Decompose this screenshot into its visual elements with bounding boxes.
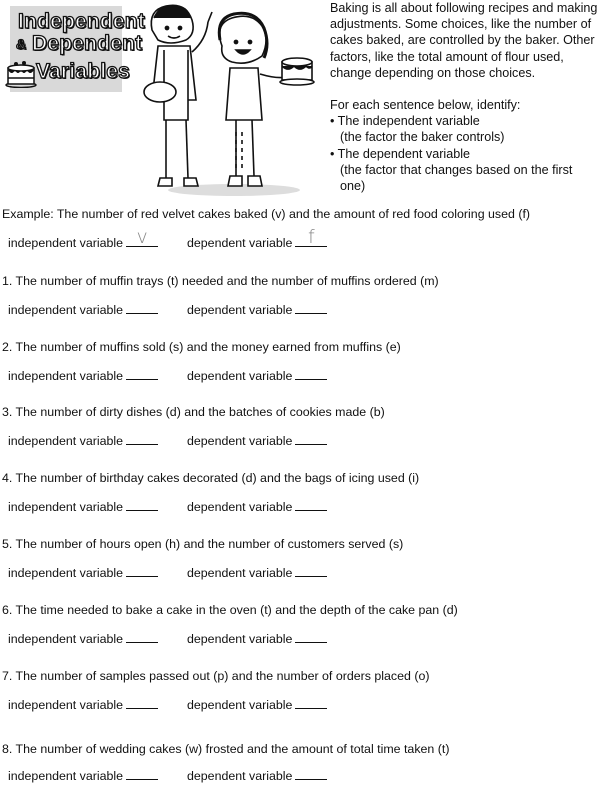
example-dependent-answer: f — [308, 226, 315, 248]
independent-variable-label: independent variable — [8, 369, 124, 383]
dependent-variable-label: dependent variable — [187, 632, 293, 646]
instruction-bullet-dependent: • The dependent variable — [330, 146, 471, 161]
dependent-blank-5[interactable] — [295, 566, 327, 577]
example-dependent-blank[interactable] — [295, 226, 327, 248]
dependent-variable-label: dependent variable — [187, 769, 293, 783]
bakers-illustration — [130, 0, 328, 196]
independent-blank-5[interactable] — [126, 566, 158, 577]
title-line-2: Dependent — [32, 32, 143, 55]
instructions-block — [330, 0, 598, 194]
independent-variable-label: independent variable — [8, 236, 124, 250]
title-line-3: Variables — [36, 60, 131, 83]
dependent-variable-label: dependent variable — [187, 236, 293, 250]
dependent-group-1 — [187, 303, 327, 317]
dependent-variable-label: dependent variable — [187, 566, 293, 580]
boy-baker-figure — [144, 5, 212, 186]
independent-blank-4[interactable] — [126, 500, 158, 511]
instruction-bullet-independent: • The independent variable — [330, 114, 480, 129]
dependent-blank-3[interactable] — [295, 434, 327, 445]
worksheet-title — [2, 4, 146, 90]
instruction-sub-dependent: (the factor that changes based on the first one) — [340, 162, 573, 194]
dependent-group-7 — [187, 698, 327, 712]
independent-variable-label: independent variable — [8, 769, 124, 783]
independent-variable-label: independent variable — [8, 500, 124, 514]
question-7: 7. The number of samples passed out (p) and the number of orders placed (o) — [2, 669, 430, 683]
independent-variable-label: independent variable — [8, 566, 124, 580]
dependent-blank-4[interactable] — [295, 500, 327, 511]
title-ampersand: & — [16, 36, 27, 52]
question-8: 8. The number of wedding cakes (w) frosted and the amount of total time taken (t) — [2, 742, 450, 756]
question-6: 6. The time needed to bake a cake in the oven (t) and the depth of the cake pan (d) — [2, 603, 458, 617]
dependent-blank-6[interactable] — [295, 632, 327, 643]
answer-row-2 — [8, 369, 293, 383]
girl-baker-figure — [219, 13, 314, 186]
answer-row-3 — [8, 434, 293, 448]
example-independent-answer: v — [136, 226, 148, 248]
dependent-blank-8[interactable] — [295, 769, 327, 780]
independent-blank-8[interactable] — [126, 769, 158, 780]
independent-blank-3[interactable] — [126, 434, 158, 445]
dependent-group-4 — [187, 500, 327, 514]
example-sentence: Example: The number of red velvet cakes baked (v) and the amount of red food coloring used (f) — [2, 207, 531, 221]
example-independent-blank[interactable] — [126, 226, 158, 248]
dependent-blank-2[interactable] — [295, 369, 327, 380]
instruction-sub-independent: (the factor the baker controls) — [340, 130, 505, 145]
question-4: 4. The number of birthday cakes decorated (d) and the bags of icing used (i) — [2, 471, 420, 485]
instruction-line: For each sentence below, identify: — [330, 98, 521, 113]
answer-row-1 — [8, 303, 293, 317]
dependent-variable-label: dependent variable — [187, 698, 293, 712]
title-line-1: Independent — [18, 10, 146, 33]
independent-variable-label: independent variable — [8, 698, 124, 712]
dependent-variable-label: dependent variable — [187, 303, 293, 317]
answer-row-4 — [8, 500, 293, 514]
intro-paragraph: Baking is all about following recipes and making adjustments. Some choices, like the number of cakes baked, are controlled by the baker. Other factors, like the total amount of flour used, change depending on those choices. — [330, 1, 598, 80]
question-3: 3. The number of dirty dishes (d) and the batches of cookies made (b) — [2, 405, 385, 419]
question-2: 2. The number of muffins sold (s) and the money earned from muffins (e) — [2, 340, 401, 354]
answer-row-7 — [8, 698, 293, 712]
independent-blank-1[interactable] — [126, 303, 158, 314]
question-1: 1. The number of muffin trays (t) needed and the number of muffins ordered (m) — [2, 274, 439, 288]
independent-blank-6[interactable] — [126, 632, 158, 643]
dependent-variable-label: dependent variable — [187, 434, 293, 448]
dependent-variable-label: dependent variable — [187, 500, 293, 514]
independent-blank-7[interactable] — [126, 698, 158, 709]
example-answer-row — [8, 226, 315, 250]
dependent-blank-7[interactable] — [295, 698, 327, 709]
independent-variable-label: independent variable — [8, 303, 124, 317]
dependent-group-5 — [187, 566, 327, 580]
dependent-group-8 — [187, 769, 327, 783]
dependent-variable-label: dependent variable — [187, 369, 293, 383]
independent-variable-label: independent variable — [8, 632, 124, 646]
dependent-group-6 — [187, 632, 327, 646]
dependent-group-2 — [187, 369, 327, 383]
dependent-group-3 — [187, 434, 327, 448]
independent-variable-label: independent variable — [8, 434, 124, 448]
instruction-list — [330, 113, 598, 194]
answer-row-6 — [8, 632, 293, 646]
cake-icon — [4, 56, 38, 88]
independent-blank-2[interactable] — [126, 369, 158, 380]
question-5: 5. The number of hours open (h) and the number of customers served (s) — [2, 537, 404, 551]
answer-row-5 — [8, 566, 293, 580]
dependent-blank-1[interactable] — [295, 303, 327, 314]
answer-row-8 — [8, 769, 293, 783]
example-dependent-group — [187, 226, 327, 250]
